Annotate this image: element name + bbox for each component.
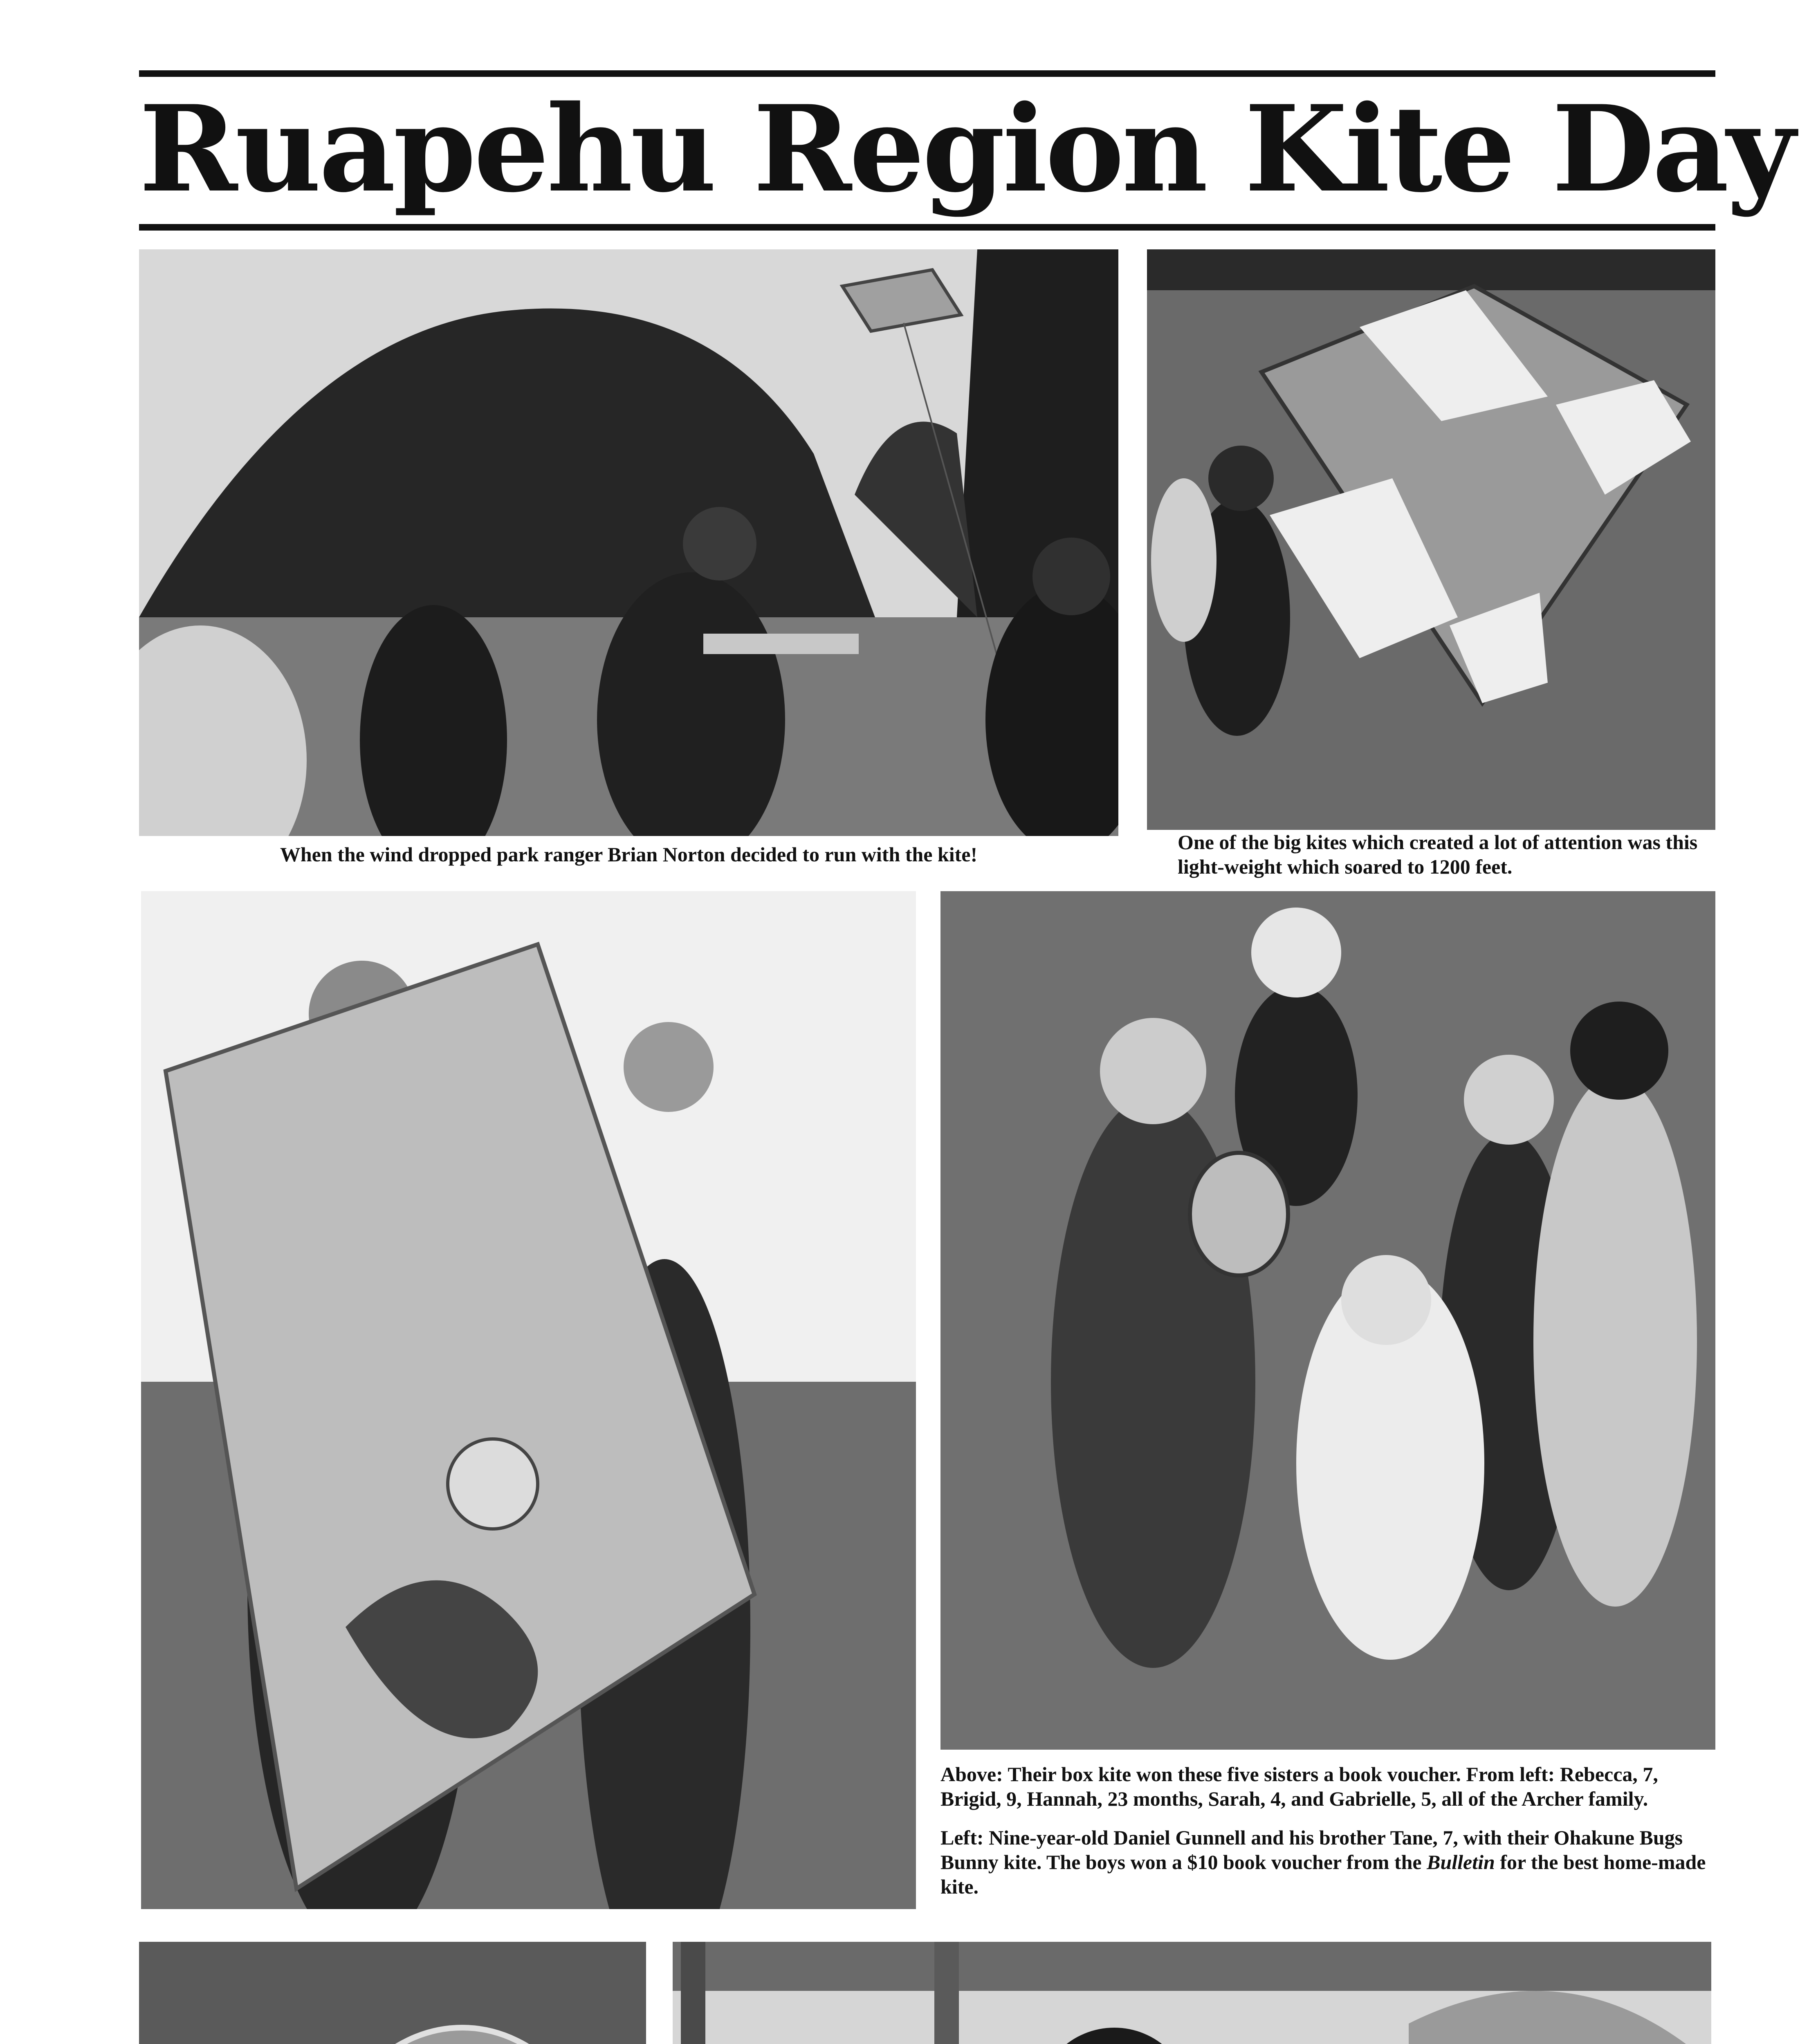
chinese-style-kite-photo xyxy=(139,1942,646,2044)
gunnell-caption-tail: for the best home-made kite. xyxy=(940,1851,1706,1898)
gunnell-caption-bulletin: Bulletin xyxy=(1427,1851,1495,1874)
big-box-kite-photo xyxy=(1147,249,1715,830)
headline-underline xyxy=(139,224,1715,231)
big-kite-caption: One of the big kites which created a lot of attention was this light-weight which soared to 1200 feet. xyxy=(1178,831,1698,878)
page-headline: Ruapehu Region Kite Day xyxy=(139,80,1793,219)
gunnell-brothers-caption xyxy=(940,1825,1715,1903)
archer-sisters-photo xyxy=(940,891,1715,1750)
ranger-caption: When the wind dropped park ranger Brian Norton decided to run with the kite! xyxy=(280,843,978,866)
park-ranger-running-photo xyxy=(139,249,1118,836)
toasted-sandwiches-photo xyxy=(673,1942,1711,2044)
archer-sisters-caption: Above: Their box kite won these five sisters a book voucher. From left: Rebecca, 7, Brigid, 9, Hannah, 23 months, Sarah, 4, and Gabrielle, 5, all of the Archer family. xyxy=(940,1763,1658,1810)
gunnell-caption-lead: Left: Nine-year-old Daniel Gunnell and his brother Tane, 7, with their Ohakune Bugs Bunny kite. The boys won a $10 book voucher from the xyxy=(940,1826,1683,1874)
top-rule xyxy=(139,70,1715,77)
bugs-bunny-kite-photo xyxy=(141,891,916,1909)
